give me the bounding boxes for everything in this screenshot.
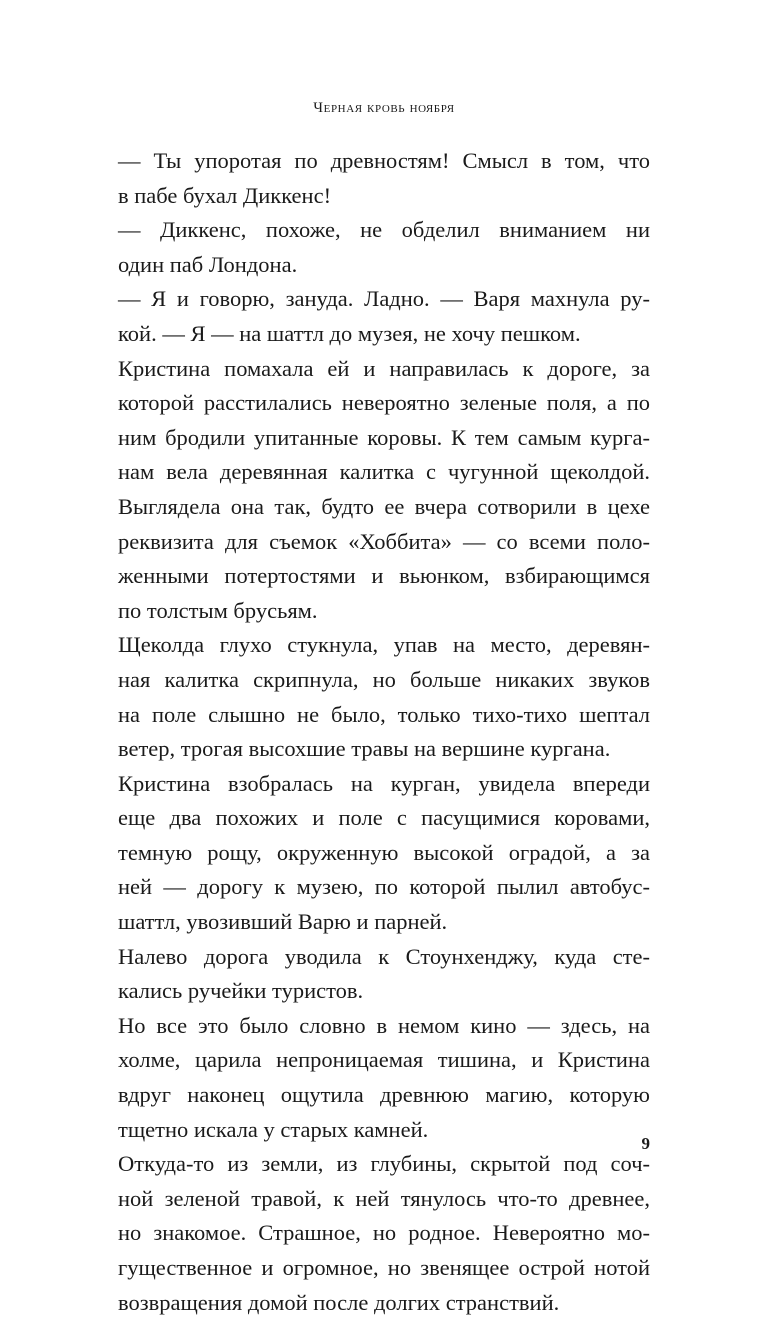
text-line: Щеколда глухо стукнула, упав на место, деревян- [118,632,650,658]
paragraph [118,352,650,629]
text-line: Но все это было словно в немом кино — здесь, на [118,1012,650,1038]
text-line: вдруг наконец ощутила древнюю магию, которую [118,1082,650,1108]
text-line: ним бродили упитанные коровы. К тем самым курга- [118,424,650,450]
text-line: кой. — Я — на шаттл до музея, не хочу пешком. [118,320,581,346]
page-number: 9 [641,1134,650,1153]
text-line: Налево дорога уводила к Стоунхенджу, куда сте- [118,943,650,969]
text-line: которой расстилались невероятно зеленые поля, а по [118,390,650,416]
text-line: шаттл, увозивший Варю и парней. [118,909,448,935]
paragraph [118,282,650,351]
text-line: темную рощу, окруженную высокой оградой, а за [118,839,650,865]
paragraph [118,213,650,282]
text-line: тщетно искала у старых камней. [118,1116,429,1142]
body-text [118,144,650,1320]
text-line: по толстым брусьям. [118,597,318,623]
paragraph [118,940,650,1009]
paragraph [118,767,650,940]
text-line: Кристина взобралась на курган, увидела впереди [118,770,650,796]
text-line: Кристина помахала ей и направилась к дороге, за [118,355,650,381]
text-line: но знакомое. Страшное, но родное. Невероятно мо- [118,1220,650,1246]
running-title: Черная кровь ноября [313,100,455,116]
paragraph [118,628,650,766]
text-line: Выглядела она так, будто ее вчера сотворили в цехе [118,493,650,519]
text-line: ветер, трогая высохшие травы на вершине кургана. [118,736,611,762]
text-line: гущественное и огромное, но звенящее острой нотой [118,1255,650,1280]
text-line: холме, царила непроницаемая тишина, и Кристина [118,1047,650,1073]
text-line: возвращения домой после долгих странствий. [118,1289,560,1315]
paragraph [118,1009,650,1147]
text-line: женными потертостями и вьюнком, взбирающимся [118,563,650,589]
paragraph [118,1147,650,1320]
text-line: в пабе бухал Диккенс! [118,182,332,208]
text-line: на поле слышно не было, только тихо-тихо шептал [118,701,650,727]
text-line: — Я и говорю, зануда. Ладно. — Варя махнула ру- [118,286,650,312]
text-line: реквизита для съемок «Хоббита» — со всеми поло- [118,528,650,554]
text-line: Откуда-то из земли, из глубины, скрытой под соч- [118,1151,650,1177]
text-line: кались ручейки туристов. [118,978,364,1004]
text-line: еще два похожих и поле с пасущимися коровами, [118,805,650,831]
text-line: ная калитка скрипнула, но больше никаких звуков [118,666,650,692]
paragraph [118,144,650,213]
text-line: — Диккенс, похоже, не обделил вниманием ни [118,217,650,243]
text-line: ной зеленой травой, к ней тянулось что-то древнее, [118,1185,650,1211]
text-line: — Ты упоротая по древностям! Смысл в том, что [118,148,650,173]
text-line: нам вела деревянная калитка с чугунной щеколдой. [118,459,650,485]
text-line: ней — дорогу к музею, по которой пылил автобус- [118,874,650,900]
text-line: один паб Лондона. [118,251,298,277]
